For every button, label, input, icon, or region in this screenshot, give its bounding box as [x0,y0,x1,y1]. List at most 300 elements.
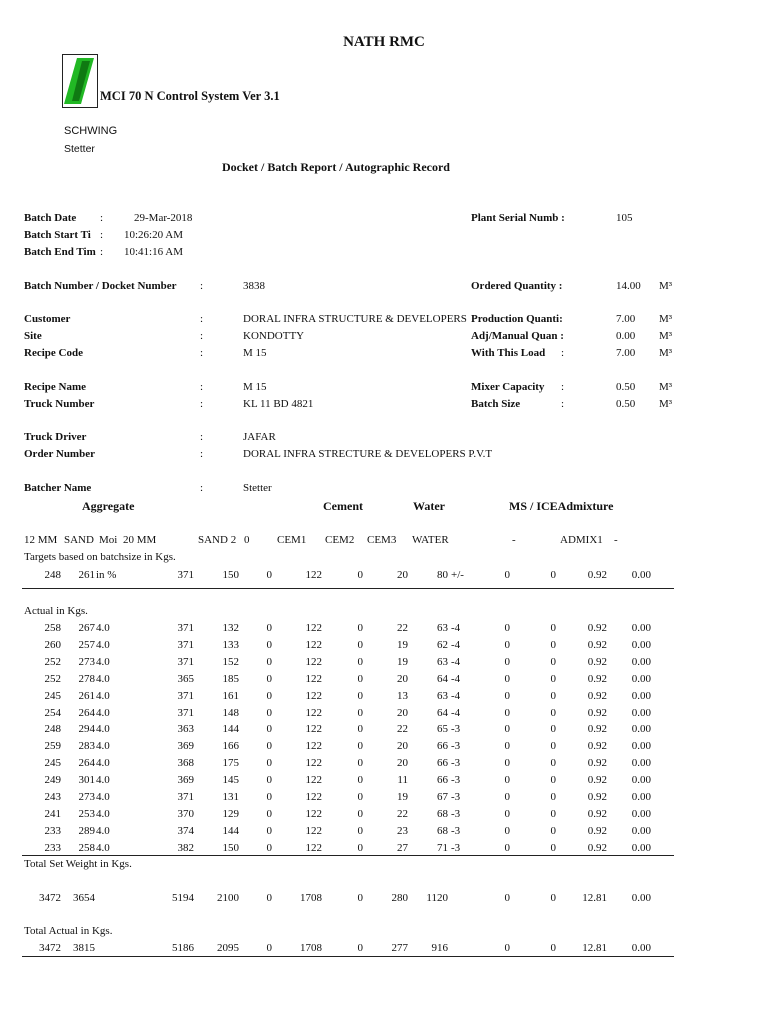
table-cell: 233 [44,841,61,854]
table-cell: 0.92 [587,655,607,668]
table-cell: 283 [78,740,95,753]
table-cell: 0 [504,689,510,702]
col-cem1: CEM1 [277,534,307,546]
plant-serial-value: 105 [616,212,633,224]
table-cell: -4 [451,655,461,668]
table-cell: 20 [397,672,408,685]
table-cell: 243 [44,791,61,803]
table-cell: 258 [44,622,61,634]
unit: M³ [659,347,673,359]
table-cell: 64 [437,672,448,685]
table-cell: -3 [451,774,461,787]
system-name: MCI 70 N Control System Ver 3.1 [100,89,280,103]
table-cell: 65 [437,723,448,736]
table-cell: -3 [451,824,461,837]
table-cell: 68 [437,807,448,820]
production-qty-label: Production Quanti: [471,313,563,325]
table-cell: 68 [437,824,448,837]
table-cell: 0 [504,655,510,668]
col-20mm: 20 MM [123,534,157,546]
table-cell: 144 [222,824,239,837]
table-cell: 0 [266,672,272,685]
table-cell: 0 [266,706,272,719]
table-cell: 916 [431,942,448,954]
unit: M³ [659,398,673,410]
table-cell: 374 [177,824,194,837]
customer-value: DORAL INFRA STRUCTURE & DEVELOPERS [243,313,467,325]
colon: : [200,381,204,393]
batch-end-label: Batch End Tim [24,246,96,258]
table-cell: 273 [78,791,95,803]
table-cell: 4.0 [96,689,110,702]
table-cell: 245 [44,689,61,702]
table-cell: 71 [437,841,448,854]
table-cell: 0.92 [587,774,607,787]
table-cell: 0 [357,740,363,753]
table-cell: 66 [437,757,448,770]
table-cell: 0 [357,706,363,719]
brand-subtitle: Stetter [64,143,95,155]
table-cell: 253 [78,807,95,820]
col-admix1: ADMIX1 [560,534,603,546]
table-cell: 301 [78,774,95,787]
table-cell: 0 [550,638,556,651]
table-cell: 166 [222,740,239,753]
divider [22,855,674,856]
table-cell: 0 [504,638,510,651]
table-cell: 63 [437,622,448,634]
table-cell: 252 [44,672,61,685]
table-cell: 0 [550,942,556,954]
table-cell: 0.00 [631,757,651,770]
table-cell: 4.0 [96,723,110,736]
table-cell: 132 [222,622,239,634]
total-actual-label: Total Actual in Kgs. [24,925,113,937]
batch-start-value: 10:26:20 AM [124,229,183,241]
table-cell: -3 [451,841,461,854]
table-cell: 261 [78,569,95,581]
colon: : [100,212,104,224]
table-cell: 20 [397,706,408,719]
batch-size-label: Batch Size [471,398,521,410]
table-cell: 4.0 [96,757,110,770]
customer-label: Customer [24,313,71,325]
table-cell: 4.0 [96,706,110,719]
table-cell: 122 [305,723,322,736]
table-cell: 4.0 [96,807,110,820]
group-cement: Cement [323,499,363,513]
adj-qty-value: 0.00 [616,330,636,342]
table-cell: 0 [504,723,510,736]
table-cell: 0 [266,655,272,668]
table-cell: 0 [266,569,272,581]
table-cell: 0 [550,757,556,770]
table-cell: 122 [305,824,322,837]
table-cell: 0.92 [587,807,607,820]
table-cell: 0.00 [631,892,651,904]
table-cell: 0 [357,638,363,651]
table-cell: 80 [437,569,448,581]
table-cell: 0 [357,807,363,820]
table-cell: 368 [177,757,194,770]
table-cell: -4 [451,622,461,634]
table-cell: 0 [504,807,510,820]
table-cell: -4 [451,706,461,719]
table-cell: 371 [177,622,194,634]
colon: : [200,330,204,342]
table-cell: 0 [550,841,556,854]
unit: M³ [659,280,673,292]
table-cell: 0.92 [587,672,607,685]
col-zero: 0 [244,534,250,546]
table-cell: 148 [222,706,239,719]
table-cell: 20 [397,569,408,581]
table-cell: -3 [451,791,461,803]
table-cell: 245 [44,757,61,770]
table-cell: 0.00 [631,791,651,803]
table-cell: 371 [177,706,194,719]
table-cell: 249 [44,774,61,787]
table-cell: 0 [504,824,510,837]
col-water: WATER [412,534,449,546]
truck-number-label: Truck Number [24,398,95,410]
group-admixture: MS / ICEAdmixture [509,499,614,513]
table-cell: 260 [44,638,61,651]
mixer-cap-label: Mixer Capacity [471,381,545,393]
table-cell: 122 [305,655,322,668]
order-number-value: DORAL INFRA STRECTURE & DEVELOPERS P.V.T [243,448,493,460]
table-cell: 67 [437,791,448,803]
truck-driver-value: JAFAR [243,431,276,443]
table-cell: 19 [397,655,408,668]
table-cell: 23 [397,824,408,837]
table-cell: 0.92 [587,791,607,803]
table-cell: 0 [357,655,363,668]
table-cell: 2095 [217,942,239,954]
table-cell: 129 [222,807,239,820]
table-cell: 0.92 [587,824,607,837]
table-cell: 22 [397,723,408,736]
table-cell: 145 [222,774,239,787]
table-cell: 0 [504,892,510,904]
table-cell: 0 [550,791,556,803]
table-cell: 371 [177,569,194,581]
col-moi: Moi [99,534,118,546]
table-cell: 133 [222,638,239,651]
colon: : [200,313,204,325]
table-cell: 0 [504,942,510,954]
recipe-code-label: Recipe Code [24,347,83,359]
table-cell: 0 [357,689,363,702]
divider [22,956,674,957]
table-cell: 0.00 [631,672,651,685]
total-set-label: Total Set Weight in Kgs. [24,858,132,870]
table-cell: 4.0 [96,740,110,753]
with-load-value: 7.00 [616,347,636,359]
table-cell: 248 [44,569,61,581]
recipe-name-value: M 15 [243,381,267,393]
table-cell: 122 [305,622,322,634]
batch-start-label: Batch Start Ti [24,229,91,241]
unit: M³ [659,381,673,393]
table-cell: 0 [357,942,363,954]
table-cell: 252 [44,655,61,668]
table-cell: 0 [550,740,556,753]
table-cell: 19 [397,638,408,651]
table-cell: 150 [222,841,239,854]
table-cell: 371 [177,638,194,651]
table-cell: 371 [177,791,194,803]
table-cell: 248 [44,723,61,736]
table-cell: 0 [357,774,363,787]
report-title: Docket / Batch Report / Autographic Record [222,160,450,174]
table-cell: 0 [550,892,556,904]
unit: M³ [659,330,673,342]
table-cell: 1708 [300,892,322,904]
table-cell: -3 [451,807,461,820]
table-cell: 62 [437,638,448,651]
ordered-qty-value: 14.00 [616,280,641,292]
table-cell: 3472 [39,892,61,904]
table-cell: 0.00 [631,706,651,719]
table-cell: 0 [504,622,510,634]
brand-name: SCHWING [64,125,118,137]
ordered-qty-label: Ordered Quantity : [471,280,563,292]
table-cell: 0 [357,841,363,854]
adj-qty-label: Adj/Manual Quan : [471,330,564,342]
table-cell: 0 [266,807,272,820]
table-cell: 0 [550,807,556,820]
table-cell: 161 [222,689,239,702]
colon: : [100,229,104,241]
table-cell: 371 [177,655,194,668]
colon: : [561,347,565,359]
batch-size-value: 0.50 [616,398,636,410]
colon: : [200,398,204,410]
table-cell: 152 [222,655,239,668]
table-cell: 0.00 [631,807,651,820]
table-cell: 150 [222,569,239,581]
truck-number-value: KL 11 BD 4821 [243,398,314,410]
table-cell: 0.00 [631,774,651,787]
table-cell: 3472 [39,942,61,954]
table-cell: 63 [437,655,448,668]
col-cem2: CEM2 [325,534,355,546]
group-water: Water [413,499,445,513]
table-cell: 5186 [172,942,194,954]
table-cell: 0.92 [587,569,607,581]
table-cell: 0.92 [587,706,607,719]
schwing-logo-icon [62,54,98,108]
table-cell: 0 [357,622,363,634]
table-cell: 0.92 [587,638,607,651]
colon: : [200,482,204,494]
batch-number-value: 3838 [243,280,265,292]
table-cell: 64 [437,706,448,719]
order-number-label: Order Number [24,448,95,460]
table-cell: 294 [78,723,95,736]
recipe-code-value: M 15 [243,347,267,359]
table-cell: 63 [437,689,448,702]
table-cell: 273 [78,655,95,668]
table-cell: 0.92 [587,757,607,770]
colon: : [200,431,204,443]
table-cell: 257 [78,638,95,651]
batch-date-value: 29-Mar-2018 [134,212,193,224]
table-cell: 0.92 [587,841,607,854]
table-cell: 0 [550,824,556,837]
table-cell: 369 [177,740,194,753]
table-cell: 11 [397,774,408,787]
table-cell: 0 [550,689,556,702]
table-cell: 175 [222,757,239,770]
table-cell: 0 [357,569,363,581]
table-cell: 0 [266,841,272,854]
table-cell: 370 [177,807,194,820]
table-cell: 122 [305,807,322,820]
table-cell: 0 [550,569,556,581]
table-cell: -4 [451,689,461,702]
colon: : [100,246,104,258]
table-cell: 4.0 [96,791,110,803]
table-cell: 122 [305,638,322,651]
table-cell: 22 [397,807,408,820]
table-cell: 369 [177,774,194,787]
mixer-cap-value: 0.50 [616,381,636,393]
table-cell: 0 [550,774,556,787]
batcher-name-label: Batcher Name [24,482,92,494]
table-cell: 0.00 [631,723,651,736]
table-cell: 0 [504,791,510,803]
table-cell: 2100 [217,892,239,904]
table-cell: 0 [504,841,510,854]
table-cell: 0 [550,655,556,668]
table-cell: -4 [451,638,461,651]
table-cell: 0 [357,672,363,685]
table-cell: 4.0 [96,774,110,787]
table-cell: 0 [504,757,510,770]
table-cell: 0 [266,791,272,803]
actual-label: Actual in Kgs. [24,605,88,617]
table-cell: 0.00 [631,569,651,581]
table-cell: 0.92 [587,622,607,634]
table-cell: 122 [305,706,322,719]
table-cell: 4.0 [96,622,110,634]
col-sand: SAND [64,534,94,546]
table-cell: 122 [305,740,322,753]
table-cell: +/- [451,569,464,581]
with-load-label: With This Load [471,347,546,359]
table-cell: 4.0 [96,841,110,854]
table-cell: 0 [504,569,510,581]
colon: : [200,347,204,359]
table-cell: 0 [266,638,272,651]
table-cell: 27 [397,841,408,854]
table-cell: 365 [177,672,194,685]
table-cell: 0.00 [631,824,651,837]
table-cell: 0 [266,723,272,736]
table-cell: 0.00 [631,655,651,668]
table-cell: 5194 [172,892,194,904]
table-cell: 3815 [73,942,95,954]
table-cell: 0 [357,824,363,837]
col-dash-2: - [614,534,618,546]
table-cell: 0 [550,672,556,685]
table-cell: 122 [305,757,322,770]
table-cell: 0.00 [631,638,651,651]
table-cell: 267 [78,622,95,634]
group-aggregate: Aggregate [82,499,135,513]
table-cell: 0 [550,706,556,719]
site-label: Site [24,330,42,342]
table-cell: 4.0 [96,824,110,837]
production-qty-value: 7.00 [616,313,636,325]
colon: : [561,398,565,410]
table-cell: 0 [550,622,556,634]
table-cell: 0.92 [587,723,607,736]
table-cell: 66 [437,740,448,753]
unit: M³ [659,313,673,325]
table-cell: 382 [177,841,194,854]
table-cell: 122 [305,791,322,803]
table-cell: 122 [305,841,322,854]
table-cell: 0 [504,706,510,719]
table-cell: 13 [397,689,408,702]
table-cell: 0 [357,791,363,803]
table-cell: 20 [397,740,408,753]
table-cell: -3 [451,740,461,753]
table-cell: 0 [550,723,556,736]
col-dash: - [512,534,516,546]
table-cell: 0 [357,757,363,770]
table-cell: 122 [305,774,322,787]
table-cell: 19 [397,791,408,803]
table-cell: 66 [437,774,448,787]
table-cell: 0 [504,672,510,685]
table-cell: 0 [266,622,272,634]
truck-driver-label: Truck Driver [24,431,87,443]
table-cell: 363 [177,723,194,736]
batch-date-label: Batch Date [24,212,77,224]
table-cell: 122 [305,672,322,685]
divider [22,588,674,589]
table-cell: 0 [266,892,272,904]
table-cell: 261 [78,689,95,702]
table-cell: 3654 [73,892,95,904]
col-cem3: CEM3 [367,534,397,546]
table-cell: 1708 [300,942,322,954]
recipe-name-label: Recipe Name [24,381,87,393]
plant-serial-label: Plant Serial Numb : [471,212,565,224]
table-cell: 254 [44,706,61,719]
table-cell: 264 [78,706,95,719]
table-cell: 22 [397,622,408,634]
table-cell: -3 [451,723,461,736]
batcher-name-value: Stetter [243,482,272,494]
table-cell: 0.00 [631,942,651,954]
table-cell: 0 [266,757,272,770]
table-cell: 264 [78,757,95,770]
table-cell: 371 [177,689,194,702]
table-cell: 12.81 [582,892,607,904]
table-cell: 0 [504,740,510,753]
colon: : [561,381,565,393]
table-cell: 289 [78,824,95,837]
table-cell: 233 [44,824,61,837]
table-cell: 0.00 [631,689,651,702]
targets-label: Targets based on batchsize in Kgs. [24,551,176,563]
table-cell: 122 [305,689,322,702]
